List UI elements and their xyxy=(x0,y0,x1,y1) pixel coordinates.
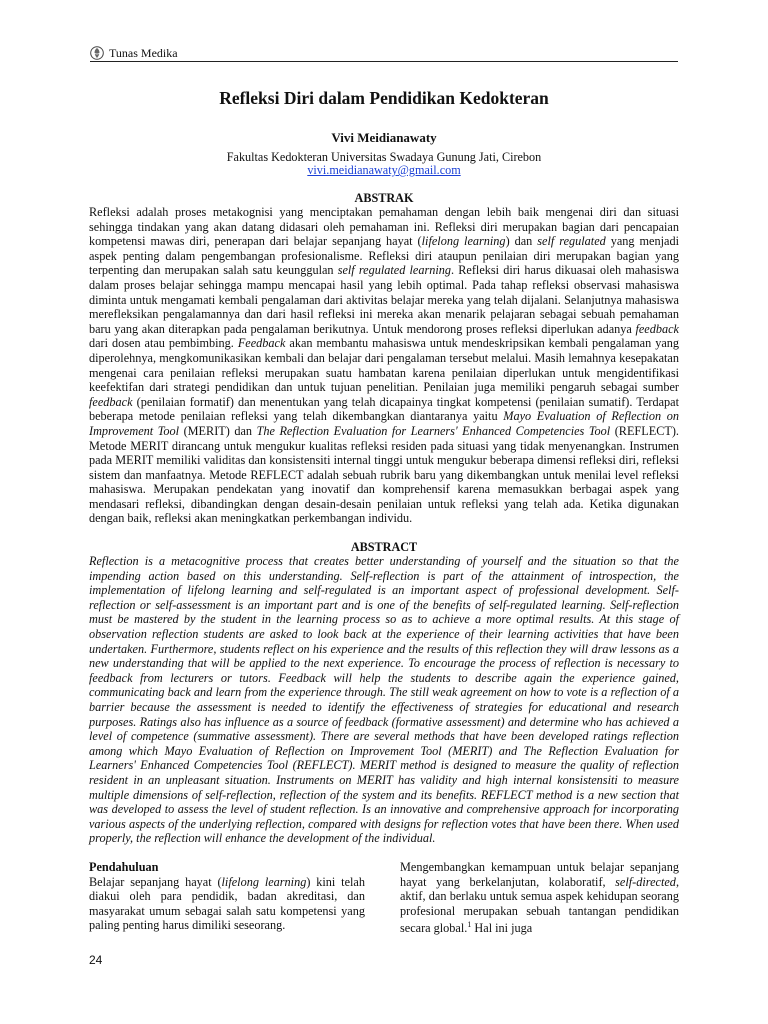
journal-header xyxy=(90,44,678,64)
author-affiliation: Fakultas Kedokteran Universitas Swadaya Gunung Jati, Cirebon xyxy=(226,150,542,164)
citation-superscript: 1 xyxy=(467,920,472,930)
pendahuluan-paragraph: Belajar sepanjang hayat (lifelong learning) kini telah diakui oleh para pendidik, badan akreditasi, dan masyarakat umum sebagai salah satu kompetensi yang paling penting harus dimiliki seseorang. xyxy=(89,874,365,933)
abstrak-paragraph: Refleksi adalah proses metakognisi yang menciptakan pemahaman dengan lebih baik mengenai diri dan situasi sehingga tindakan yang akan datang didasari oleh pemahaman ini. Refleksi diri merupakan bagian dari pencapaian kompetensi mawas diri, penerapan dari belajar sepanjang hayat (lifelong learning) dan self regulated yang menjadi aspek penting dalam pengembangan profesionalisme. Refleksi diri ataupun penilaian diri merupakan bagian yang terpenting dan merupakan salah satu keunggulan self regulated learning. Refleksi diri harus dikuasai oleh mahasiswa dalam proses belajar sehingga mampu mencapai hasil yang lebih optimal. Pada tahap refleksi observasi mahasiswa diminta untuk mengamati kembali pengalaman dari aktivitas belajar mereka yang telah dijalani. Selanjutnya mahasiswa merefleksikan pengalamannya dan dari hasil refleksi ini mereka akan menarik pelajaran sebagai sebuah pemahaman baru yang akan diterapkan pada pengalaman berikutnya. Untuk mendorong proses refleksi diperlukan adanya feedback dari dosen atau pembimbing. Feedback akan membantu mahasiswa untuk mendeskripsikan kembali pengalaman yang diperolehnya, mengkomunikasikan kembali dan belajar dari pengalaman tersebut melalui. Masih lemahnya kesepakatan mengenai cara penilaian refleksi merupakan suatu hambatan karena penilaian diperlukan untuk mengidentifikasi keefektifan dari strategi pendidikan dan untuk tujuan penelitian. Penilaian juga memiliki pengaruh sebagai sumber feedback (penilaian formatif) dan menentukan yang telah dicapainya tingkat kompetensi (penilaian sumatif). Terdapat beberapa metode penilaian refleksi yang telah dikembangkan diantaranya yaitu Mayo Evaluation of Reflection on Improvement Tool (MERIT) dan The Reflection Evaluation for Learners' Enhanced Competencies Tool (REFLECT). Metode MERIT dirancang untuk mengukur kualitas refleksi residen pada situasi yang tidak menyenangkan. Instrumen pada MERIT memiliki validitas dan konsistensiti internal tinggi untuk mengukur beberapa dimensi refleksi diri, refleksi sistem dan manfaatnya. Metode REFLECT adalah sebuah rubrik baru yang dikembangkan untuk menilai level refleksi mahasiswa. Merupakan pendekatan yang inovatif dan komprehensif karena memasukkan berbagai aspek yang mendasari refleksi, dibandingkan dengan desain-desain penilaian untuk refleksi yang telah ada. Ketika digunakan dengan baik, refleksi akan meningkatkan perkembangan individu. xyxy=(89,205,680,526)
page-number: 24 xyxy=(89,953,103,967)
header-rule xyxy=(90,61,678,62)
pendahuluan-heading: Pendahuluan xyxy=(89,860,159,874)
author-name: Vivi Meidianawaty xyxy=(331,130,437,145)
body-column-right xyxy=(400,860,679,936)
journal-logo-icon xyxy=(90,46,104,60)
abstract-heading: ABSTRACT xyxy=(350,540,418,554)
body-column-left xyxy=(89,860,365,933)
author-email xyxy=(0,163,768,178)
article-title: Refleksi Diri dalam Pendidikan Kedokteran xyxy=(219,88,549,108)
email-link[interactable]: vivi.meidianawaty@gmail.com xyxy=(307,163,461,177)
abstract-paragraph: Reflection is a metacognitive process that creates better understanding of yourself and the situation so that the impending action based on this understanding. Self-reflection is part of the attainment of introspection, the implementation of lifelong learning and self-regulated is an important aspect of professional development. Self-reflection or self-assessment is an important part and is one of the benefits of self-regulated learning. Self-reflection must be mastered by the student in the learning process so as to achieve a more optimal results. At this stage of observation reflection students are asked to look back at the experience of their learning activities that have been undertaken. Furthermore, students reflect on his experience and the results of this reflection they will draw lessons as a new understanding that will be applied to the next experience. To encourage the process of reflection is necessary to feedback from lecturers or tutors. Feedback will help the students to describe again the experience gained, communicating back and learn from the experience through. The still weak agreement on how to vote is a reflection of a barrier because the assessment is needed to identify the effectiveness of strategies for educational and research purposes. Ratings also has influence as a source of feedback (formative assessment) and determine who has achieved a level of competence (summative assessment). There are several methods that have been developed ratings reflection among which Mayo Evaluation of Reflection on Improvement Tool (MERIT) and The Reflection Evaluation for Learners' Enhanced Competencies Tool (REFLECT). MERIT method is designed to measure the quality of reflection resident in an unpleasant situation. Instruments on MERIT has validity and high internal konsistensiti to measure multiple dimensions of self-reflection, reflection of the system and its benefits. REFLECT method is a new section that was developed to assess the level of student reflection. Is an innovative and comprehensive approach for incorporating various aspects of the underlying reflection, compared with designs for reflection votes that have been there. When used properly, the reflection will enhance the development of the individual. xyxy=(89,554,679,846)
journal-name: Tunas Medika xyxy=(109,46,178,60)
body-paragraph-right: Mengembangkan kemampuan untuk belajar sepanjang hayat yang berkelanjutan, kolaboratif, self-directed, aktif, dan berlaku untuk semua aspek kehidupan seorang profesional merupakan sebuah tantangan pendidikan secara global.$^1$ Hal ini juga xyxy=(400,860,679,936)
abstrak-heading: ABSTRAK xyxy=(354,191,414,205)
